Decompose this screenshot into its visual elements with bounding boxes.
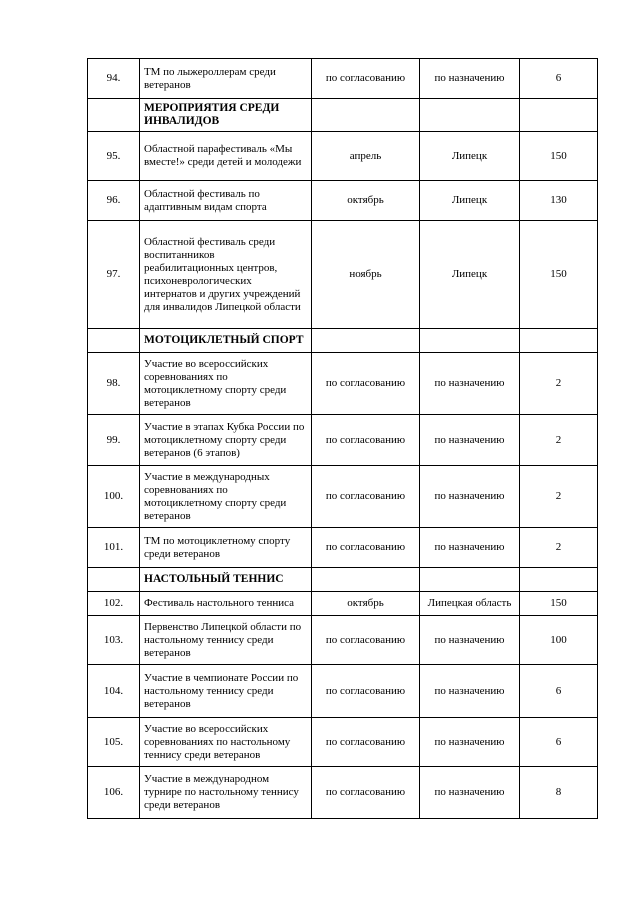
section-count-cell [520,329,598,353]
event-place: Липецк [420,132,520,181]
section-num-cell [88,329,140,353]
participant-count: 150 [520,132,598,181]
table-row [88,415,598,466]
section-title: НАСТОЛЬНЫЙ ТЕННИС [140,568,312,592]
section-place-cell [420,329,520,353]
event-date: по согласованию [312,616,420,665]
participant-count: 6 [520,59,598,99]
row-number: 95. [88,132,140,181]
event-place: по назначению [420,466,520,528]
section-title: МЕРОПРИЯТИЯ СРЕДИ ИНВАЛИДОВ [140,99,312,132]
participant-count: 2 [520,415,598,466]
table-row [88,718,598,767]
event-name: Участие во всероссийских соревнованиях по настольному теннису среди ветеранов [140,718,312,767]
section-num-cell [88,568,140,592]
section-date-cell [312,329,420,353]
event-name: Фестиваль настольного тенниса [140,592,312,616]
row-number: 99. [88,415,140,466]
table-row [88,466,598,528]
table-row [88,528,598,568]
row-number: 102. [88,592,140,616]
event-place: Липецк [420,181,520,221]
event-date: апрель [312,132,420,181]
participant-count: 150 [520,592,598,616]
table-row [88,767,598,819]
event-place: по назначению [420,767,520,819]
row-number: 104. [88,665,140,718]
event-date: по согласованию [312,59,420,99]
event-name: Участие в этапах Кубка России по мотоциклетному спорту среди ветеранов (6 этапов) [140,415,312,466]
section-place-cell [420,568,520,592]
section-header-row [88,329,598,353]
event-name: Участие во всероссийских соревнованиях по мотоциклетному спорту среди ветеранов [140,353,312,415]
row-number: 94. [88,59,140,99]
event-date: по согласованию [312,665,420,718]
event-date: октябрь [312,592,420,616]
table-row [88,181,598,221]
participant-count: 2 [520,353,598,415]
table-row [88,665,598,718]
event-place: по назначению [420,415,520,466]
section-place-cell [420,99,520,132]
participant-count: 2 [520,466,598,528]
participant-count: 2 [520,528,598,568]
table-row [88,132,598,181]
event-name: Участие в международном турнире по настольному теннису среди ветеранов [140,767,312,819]
table-row [88,59,598,99]
participant-count: 6 [520,718,598,767]
event-date: по согласованию [312,353,420,415]
section-header-row [88,568,598,592]
event-place: по назначению [420,616,520,665]
event-name: Участие в международных соревнованиях по мотоциклетному спорту среди ветеранов [140,466,312,528]
row-number: 103. [88,616,140,665]
event-date: октябрь [312,181,420,221]
row-number: 101. [88,528,140,568]
row-number: 98. [88,353,140,415]
events-table [87,58,598,819]
event-place: Липецк [420,221,520,329]
row-number: 100. [88,466,140,528]
events-table-body [88,59,598,819]
row-number: 97. [88,221,140,329]
section-count-cell [520,568,598,592]
table-row [88,616,598,665]
table-row [88,221,598,329]
event-name: Областной фестиваль среди воспитанников реабилитационных центров, психоневрологических интернатов и других учреждений для инвалидов Липецкой области [140,221,312,329]
table-row [88,353,598,415]
section-header-row [88,99,598,132]
event-name: Участие в чемпионате России по настольному теннису среди ветеранов [140,665,312,718]
section-num-cell [88,99,140,132]
participant-count: 150 [520,221,598,329]
event-date: по согласованию [312,466,420,528]
event-name: ТМ по мотоциклетному спорту среди ветеранов [140,528,312,568]
participant-count: 8 [520,767,598,819]
event-place: по назначению [420,59,520,99]
row-number: 106. [88,767,140,819]
participant-count: 130 [520,181,598,221]
section-date-cell [312,568,420,592]
section-date-cell [312,99,420,132]
event-date: ноябрь [312,221,420,329]
event-place: по назначению [420,665,520,718]
event-name: Первенство Липецкой области по настольному теннису среди ветеранов [140,616,312,665]
section-count-cell [520,99,598,132]
participant-count: 100 [520,616,598,665]
row-number: 96. [88,181,140,221]
event-date: по согласованию [312,415,420,466]
event-name: Областной фестиваль по адаптивным видам спорта [140,181,312,221]
event-place: по назначению [420,353,520,415]
event-place: Липецкая область [420,592,520,616]
event-place: по назначению [420,528,520,568]
participant-count: 6 [520,665,598,718]
event-date: по согласованию [312,718,420,767]
event-date: по согласованию [312,767,420,819]
event-place: по назначению [420,718,520,767]
event-name: Областной парафестиваль «Мы вместе!» среди детей и молодежи [140,132,312,181]
event-date: по согласованию [312,528,420,568]
table-row [88,592,598,616]
event-name: ТМ по лыжероллерам среди ветеранов [140,59,312,99]
row-number: 105. [88,718,140,767]
section-title: МОТОЦИКЛЕТНЫЙ СПОРТ [140,329,312,353]
